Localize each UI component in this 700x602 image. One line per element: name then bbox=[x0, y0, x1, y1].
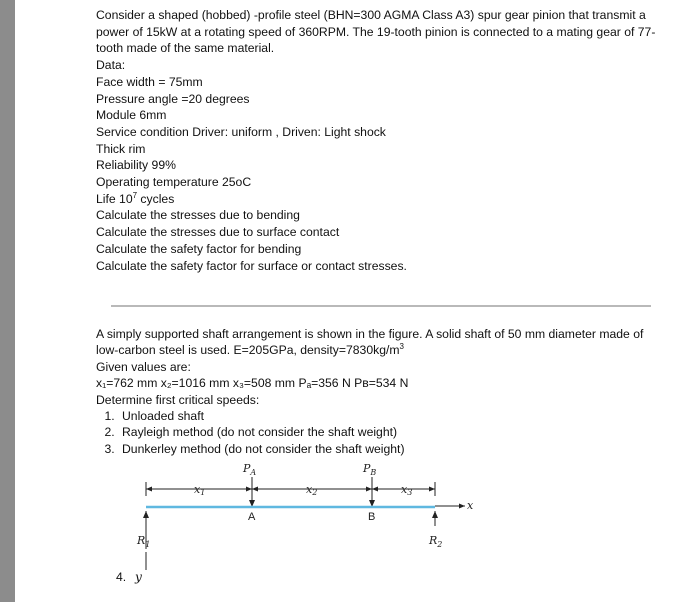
document-page bbox=[15, 0, 700, 602]
dimension-label-x1: x1 bbox=[194, 483, 206, 497]
point-label-b: B bbox=[368, 511, 376, 523]
gear-problem bbox=[96, 7, 656, 274]
determine-heading: Determine first critical speeds: bbox=[96, 392, 260, 407]
pressure-angle: Pressure angle =20 degrees bbox=[96, 91, 250, 106]
life-prefix: Life 10 bbox=[96, 191, 133, 206]
life-cycles bbox=[96, 191, 656, 208]
point-label-a: A bbox=[248, 511, 256, 523]
task-item: Calculate the stresses due to surface contact bbox=[96, 225, 340, 240]
given-values: x₁=762 mm x₂=1016 mm x₃=508 mm Pₐ=356 N Pʙ=534 N bbox=[96, 376, 409, 391]
reaction-arrowhead-2 bbox=[432, 511, 438, 518]
shaft-diagram bbox=[115, 458, 485, 570]
reaction-label-r1: $R_1$ bbox=[137, 534, 151, 549]
reliability: Reliability 99% bbox=[96, 158, 176, 173]
method-list bbox=[96, 408, 656, 457]
method-item: 1. Unloaded shaft bbox=[118, 408, 656, 424]
given-heading: Given values are: bbox=[96, 359, 191, 374]
data-heading: Data: bbox=[96, 58, 126, 73]
dimension-arrowhead bbox=[146, 487, 152, 492]
operating-temperature: Operating temperature 25oC bbox=[96, 175, 252, 190]
task-item: Calculate the stresses due to bending bbox=[96, 208, 300, 223]
face-width: Face width = 75mm bbox=[96, 74, 203, 89]
method-item: 2. Rayleigh method (do not consider the shaft weight) bbox=[118, 424, 656, 440]
dimension-arrowhead bbox=[372, 487, 378, 492]
gear-problem-statement: Consider a shaped (hobbed) -profile steel (BHN=300 AGMA Class A3) spur gear pinion that transmit a power of 15kW at a rotating speed of 360RPM. The 19-tooth pinion is connected to a mating gear of 77-tooth made of the same material. bbox=[96, 8, 656, 56]
task-item: Calculate the safety factor for surface or contact stresses. bbox=[96, 258, 407, 273]
load-label-b: $P_B$ bbox=[363, 462, 377, 477]
load-label-a: $P_A$ bbox=[243, 462, 257, 477]
module: Module 6mm bbox=[96, 108, 167, 123]
left-margin-strip bbox=[0, 0, 15, 602]
list-item-4 bbox=[116, 570, 142, 584]
dimension-arrowhead bbox=[252, 487, 258, 492]
density-exponent: 3 bbox=[399, 342, 404, 352]
section-divider bbox=[111, 305, 651, 307]
dimension-arrowhead bbox=[246, 487, 252, 492]
dimension-label-x2: x2 bbox=[306, 483, 318, 497]
x-axis-arrowhead bbox=[459, 504, 465, 509]
shaft-intro-text: A simply supported shaft arrangement is shown in the figure. A solid shaft of 50 mm diameter made of low-carbon steel is used. E=205GPa, density=7830kg/m bbox=[96, 327, 644, 358]
dimension-arrowhead bbox=[429, 487, 435, 492]
service-condition: Service condition Driver: uniform , Driven: Light shock bbox=[96, 124, 386, 139]
y-axis-label: y bbox=[135, 570, 142, 584]
dimension-arrowhead bbox=[366, 487, 372, 492]
x-axis-label: x bbox=[467, 499, 474, 512]
dimension-label-x3: x3 bbox=[401, 483, 413, 497]
life-exponent: 7 bbox=[132, 190, 138, 200]
rim-type: Thick rim bbox=[96, 141, 146, 156]
shaft-problem bbox=[96, 326, 656, 457]
reaction-arrowhead-1 bbox=[143, 511, 149, 518]
item-number: 4. bbox=[116, 570, 127, 584]
life-suffix: cycles bbox=[137, 191, 175, 206]
reaction-label-r2: $R_2$ bbox=[429, 534, 443, 549]
method-item: 3. Dunkerley method (do not consider the shaft weight) bbox=[118, 441, 656, 457]
shaft-problem-statement bbox=[96, 326, 656, 359]
task-item: Calculate the safety factor for bending bbox=[96, 241, 302, 256]
